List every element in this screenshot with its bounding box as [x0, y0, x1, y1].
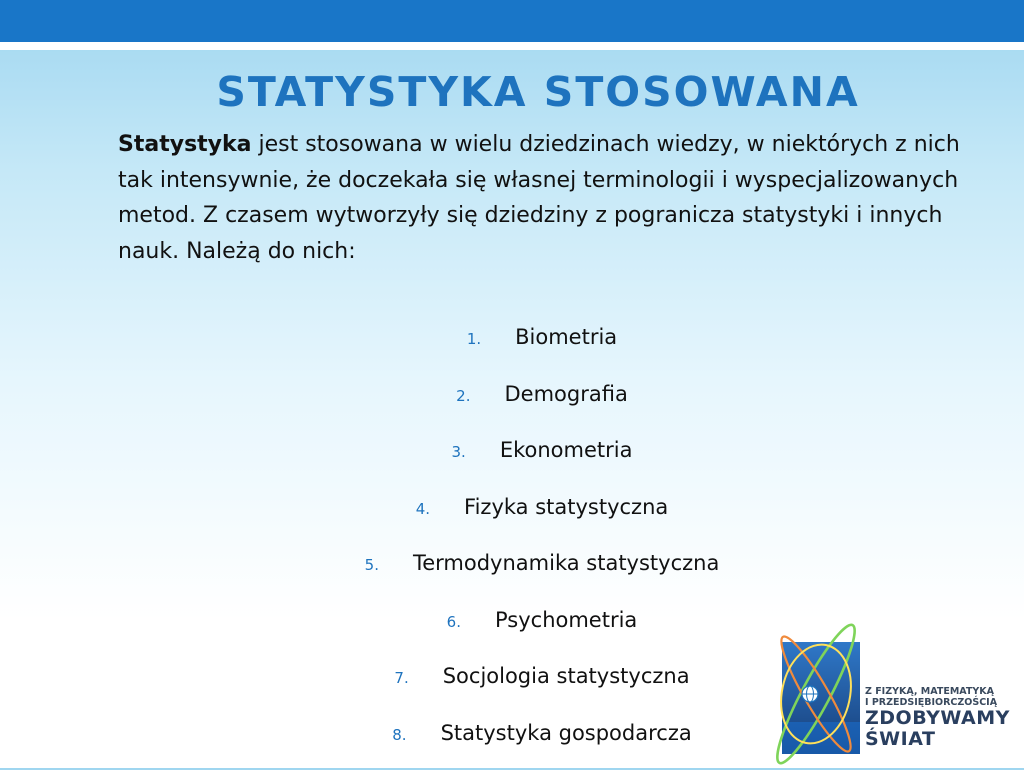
list-number: 6. [447, 613, 461, 631]
list-number: 3. [452, 443, 466, 461]
list-item [0, 318, 1024, 375]
top-divider [0, 42, 1024, 50]
intro-paragraph [118, 127, 968, 269]
list-item [0, 544, 1024, 601]
slide-title: STATYSTYKA STOSOWANA [0, 68, 1024, 116]
logo-line3: ZDOBYWAMY [865, 708, 1010, 729]
intro-bold-term: Statystyka [118, 132, 252, 157]
logo-line1: Z FIZYKĄ, MATEMATYKĄ [865, 686, 1010, 697]
list-label: Termodynamika statystyczna [413, 551, 719, 575]
list-number: 5. [365, 556, 379, 574]
list-label: Psychometria [495, 608, 637, 632]
list-label: Fizyka statystyczna [464, 495, 668, 519]
list-item [0, 488, 1024, 545]
list-number: 1. [467, 330, 481, 348]
list-label: Socjologia statystyczna [443, 664, 690, 688]
logo-line4: ŚWIAT [865, 729, 1010, 750]
logo-text [865, 686, 1010, 750]
list-item [0, 375, 1024, 432]
list-number: 2. [456, 387, 470, 405]
list-label: Demografia [504, 382, 627, 406]
intro-text: jest stosowana w wielu dziedzinach wiedzy, w niektórych z nich tak intensywnie, że doczekała się własnej terminologii i wyspecjalizowanych metod. Z czasem wytworzyły się dziedziny z pogranicza statystyki i innych nauk. Należą do nich: [118, 132, 960, 264]
list-label: Biometria [515, 325, 617, 349]
logo-line2: I PRZEDSIĘBIORCZOŚCIĄ [865, 697, 1010, 708]
list-number: 7. [394, 669, 408, 687]
list-number: 8. [392, 726, 406, 744]
list-label: Ekonometria [500, 438, 633, 462]
list-item [0, 431, 1024, 488]
top-bar [0, 0, 1024, 42]
list-number: 4. [416, 500, 430, 518]
list-label: Statystyka gospodarcza [441, 721, 692, 745]
